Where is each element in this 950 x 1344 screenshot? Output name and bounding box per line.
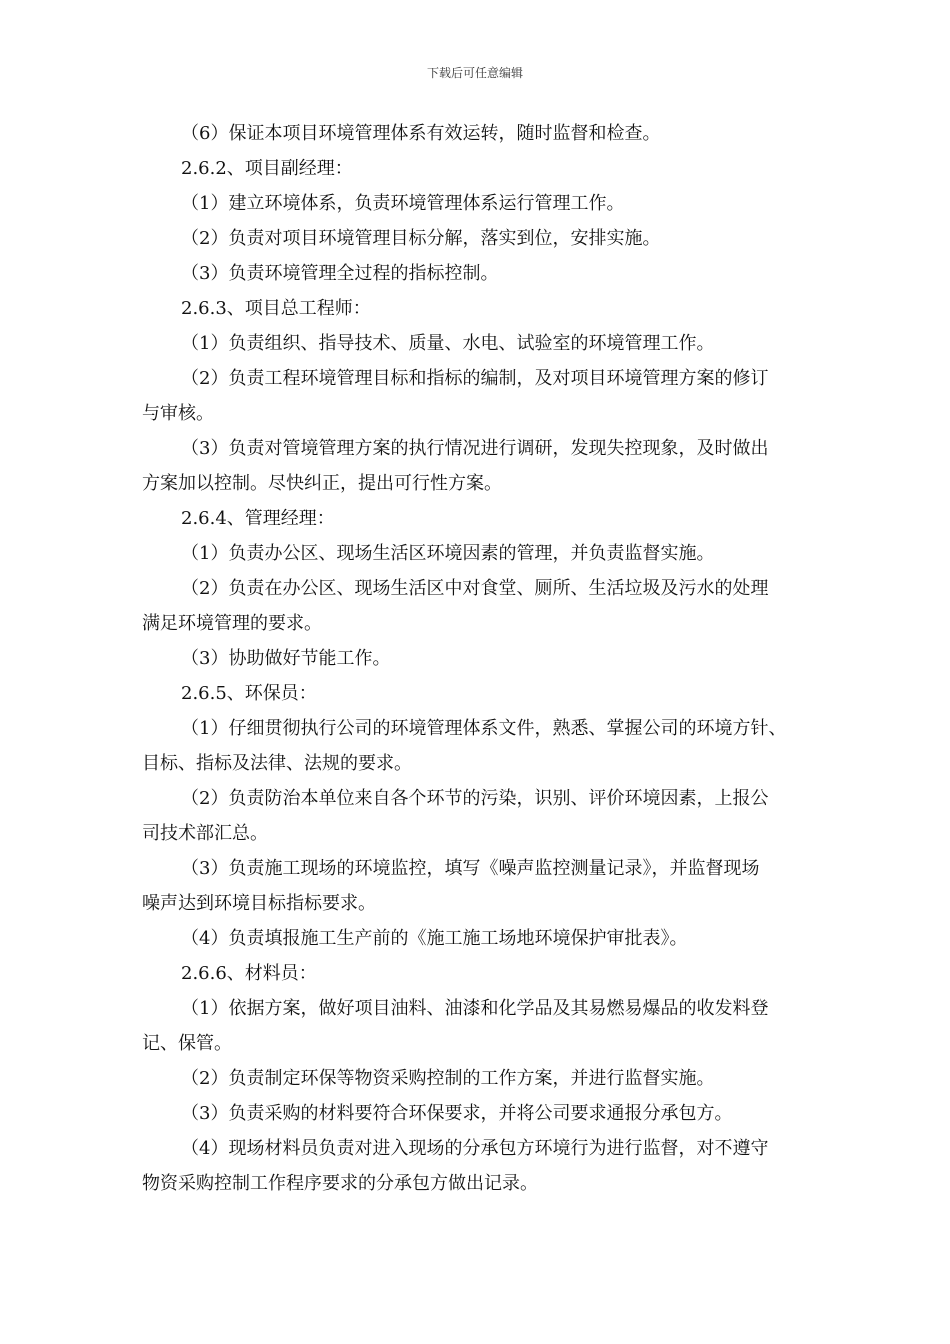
paragraph-line: （2）负责工程环境管理目标和指标的编制，及对项目环境管理方案的修订 bbox=[181, 368, 769, 389]
paragraph-line: （2）负责制定环保等物资采购控制的工作方案，并进行监督实施。 bbox=[181, 1068, 715, 1089]
paragraph-line: （1）建立环境体系，负责环境管理体系运行管理工作。 bbox=[181, 193, 625, 214]
section-heading: 2.6.6、材料员： bbox=[181, 963, 317, 984]
paragraph-line: （3）负责采购的材料要符合环保要求，并将公司要求通报分承包方。 bbox=[181, 1103, 733, 1124]
paragraph-line: 司技术部汇总。 bbox=[142, 823, 268, 844]
paragraph-line: （2）负责防治本单位来自各个环节的污染，识别、评价环境因素，上报公 bbox=[181, 788, 769, 809]
paragraph-line: （3）负责对管境管理方案的执行情况进行调研，发现失控现象，及时做出 bbox=[181, 438, 769, 459]
paragraph-line: （1）依据方案，做好项目油料、油漆和化学品及其易燃易爆品的收发料登 bbox=[181, 998, 769, 1019]
paragraph-line: （6）保证本项目环境管理体系有效运转，随时监督和检查。 bbox=[181, 123, 661, 144]
paragraph-line: 噪声达到环境目标指标要求。 bbox=[142, 893, 376, 914]
paragraph-line: （1）仔细贯彻执行公司的环境管理体系文件，熟悉、掌握公司的环境方针、 bbox=[181, 718, 787, 739]
paragraph-line: 方案加以控制。尽快纠正，提出可行性方案。 bbox=[142, 473, 502, 494]
page-header: 下载后可任意编辑 bbox=[426, 66, 523, 80]
section-heading: 2.6.2、项目副经理： bbox=[181, 158, 353, 179]
paragraph-line: （2）负责在办公区、现场生活区中对食堂、厕所、生活垃圾及污水的处理 bbox=[181, 578, 769, 599]
paragraph-line: （4）负责填报施工生产前的《施工施工场地环境保护审批表》。 bbox=[181, 928, 688, 949]
paragraph-line: 物资采购控制工作程序要求的分承包方做出记录。 bbox=[142, 1173, 538, 1194]
section-heading: 2.6.3、项目总工程师： bbox=[181, 298, 371, 319]
section-heading: 2.6.5、环保员： bbox=[181, 683, 317, 704]
paragraph-line: （4）现场材料员负责对进入现场的分承包方环境行为进行监督，对不遵守 bbox=[181, 1138, 769, 1159]
paragraph-line: （3）协助做好节能工作。 bbox=[181, 648, 391, 669]
paragraph-line: （3）负责环境管理全过程的指标控制。 bbox=[181, 263, 499, 284]
paragraph-line: 满足环境管理的要求。 bbox=[142, 613, 322, 634]
paragraph-line: 目标、指标及法律、法规的要求。 bbox=[142, 753, 412, 774]
paragraph-line: （1）负责办公区、现场生活区环境因素的管理，并负责监督实施。 bbox=[181, 543, 715, 564]
paragraph-line: （2）负责对项目环境管理目标分解，落实到位，安排实施。 bbox=[181, 228, 661, 249]
paragraph-line: （3）负责施工现场的环境监控，填写《噪声监控测量记录》，并监督现场 bbox=[181, 858, 760, 879]
section-heading: 2.6.4、管理经理： bbox=[181, 508, 335, 529]
paragraph-line: 与审核。 bbox=[142, 403, 214, 424]
paragraph-line: （1）负责组织、指导技术、质量、水电、试验室的环境管理工作。 bbox=[181, 333, 715, 354]
paragraph-line: 记、保管。 bbox=[142, 1033, 232, 1054]
